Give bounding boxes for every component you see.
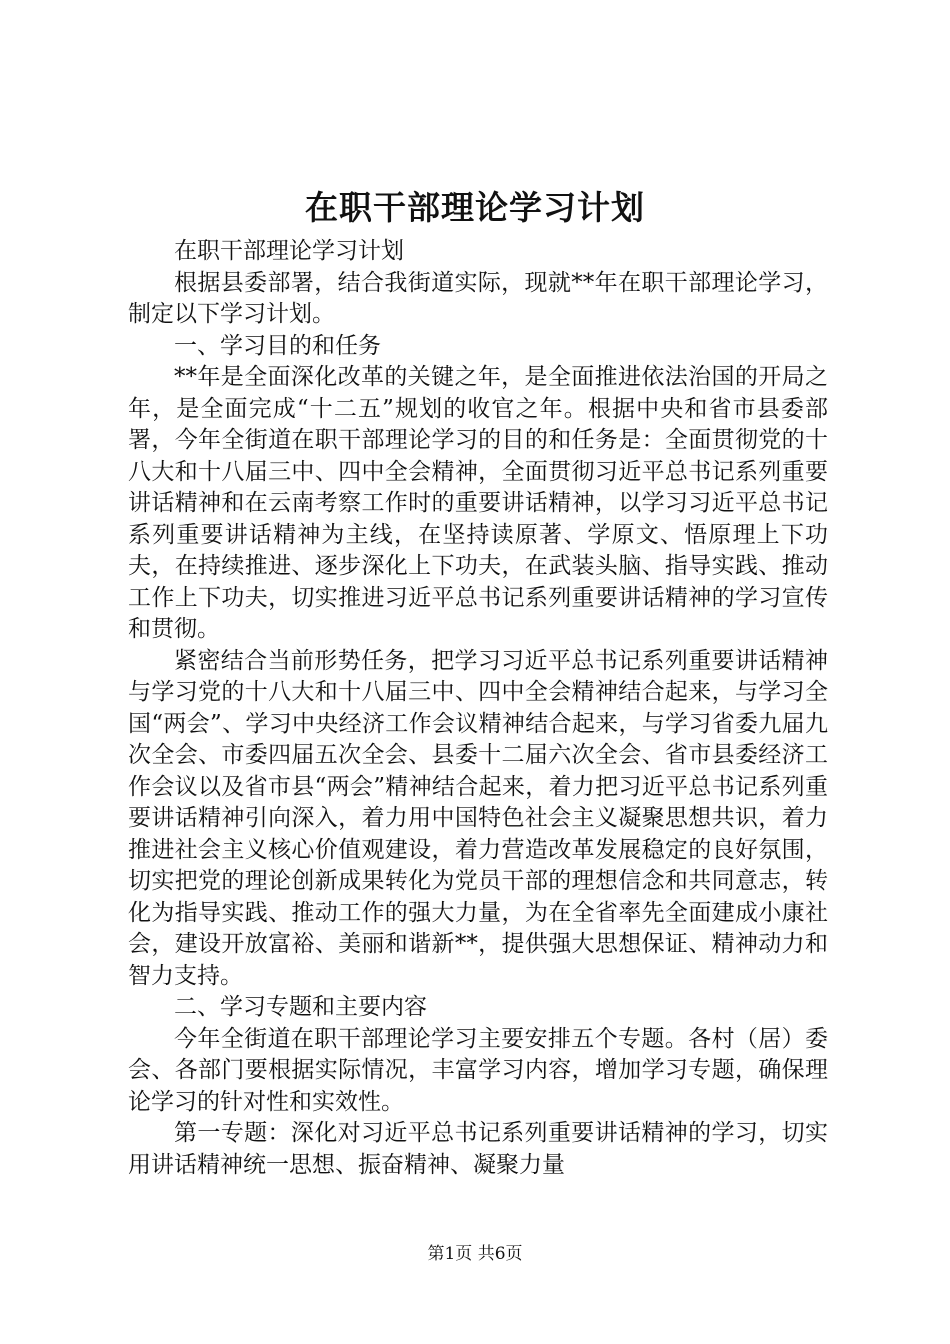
page-number: 第1页 共6页 [427, 1244, 523, 1264]
document-title: 在职干部理论学习计划 [305, 188, 645, 227]
paragraph-purpose: **年是全面深化改革的关键之年，是全面推进依法治国的开局之年，是全面完成“十二五”规划的收官之年。根据中央和省市县委部署，今年全街道在职干部理论学习的目的和任务是：全面贯彻党的十八大和十八届三中、四中全会精神，全面贯彻习近平总书记系列重要讲话精神和在云南考察工作时的重要讲话精神，以学习习近平总书记系列重要讲话精神为主线，在坚持读原著、学原文、悟原理上下功夫，在持续推进、逐步深化上下功夫，在武装头脑、指导实践、推动工作上下功夫，切实推进习近平总书记系列重要讲话精神的学习宣传和贯彻。 [128, 364, 828, 642]
section-heading-1: 一、学习目的和任务 [174, 332, 381, 359]
paragraph-intro: 根据县委部署，结合我街道实际，现就**年在职干部理论学习，制定以下学习计划。 [128, 269, 828, 327]
document-body [128, 236, 828, 1181]
paragraph-combine: 紧密结合当前形势任务，把学习习近平总书记系列重要讲话精神与学习党的十八大和十八届三中、四中全会精神结合起来，与学习全国“两会”、学习中央经济工作会议精神结合起来，与学习省委九届九次全会、市委四届五次全会、县委十二届六次全会、省市县委经济工作会议以及省市县“两会”精神结合起来，着力把习近平总书记系列重要讲话精神引向深入，着力用中国特色社会主义凝聚思想共识，着力推进社会主义核心价值观建设，着力营造改革发展稳定的良好氛围，切实把党的理论创新成果转化为党员干部的理想信念和共同意志，转化为指导实践、推动工作的强大力量，为在全省率先全面建成小康社会，建设开放富裕、美丽和谐新**，提供强大思想保证、精神动力和智力支持。 [128, 647, 828, 989]
section-heading-2: 二、学习专题和主要内容 [174, 994, 427, 1020]
paragraph-topics: 今年全街道在职干部理论学习主要安排五个专题。各村（居）委会、各部门要根据实际情况，丰富学习内容，增加学习专题，确保理论学习的针对性和实效性。 [128, 1025, 828, 1115]
paragraph-subtitle: 在职干部理论学习计划 [174, 238, 404, 264]
paragraph-topic-1: 第一专题：深化对习近平总书记系列重要讲话精神的学习，切实用讲话精神统一思想、振奋精神、凝聚力量 [128, 1120, 828, 1178]
